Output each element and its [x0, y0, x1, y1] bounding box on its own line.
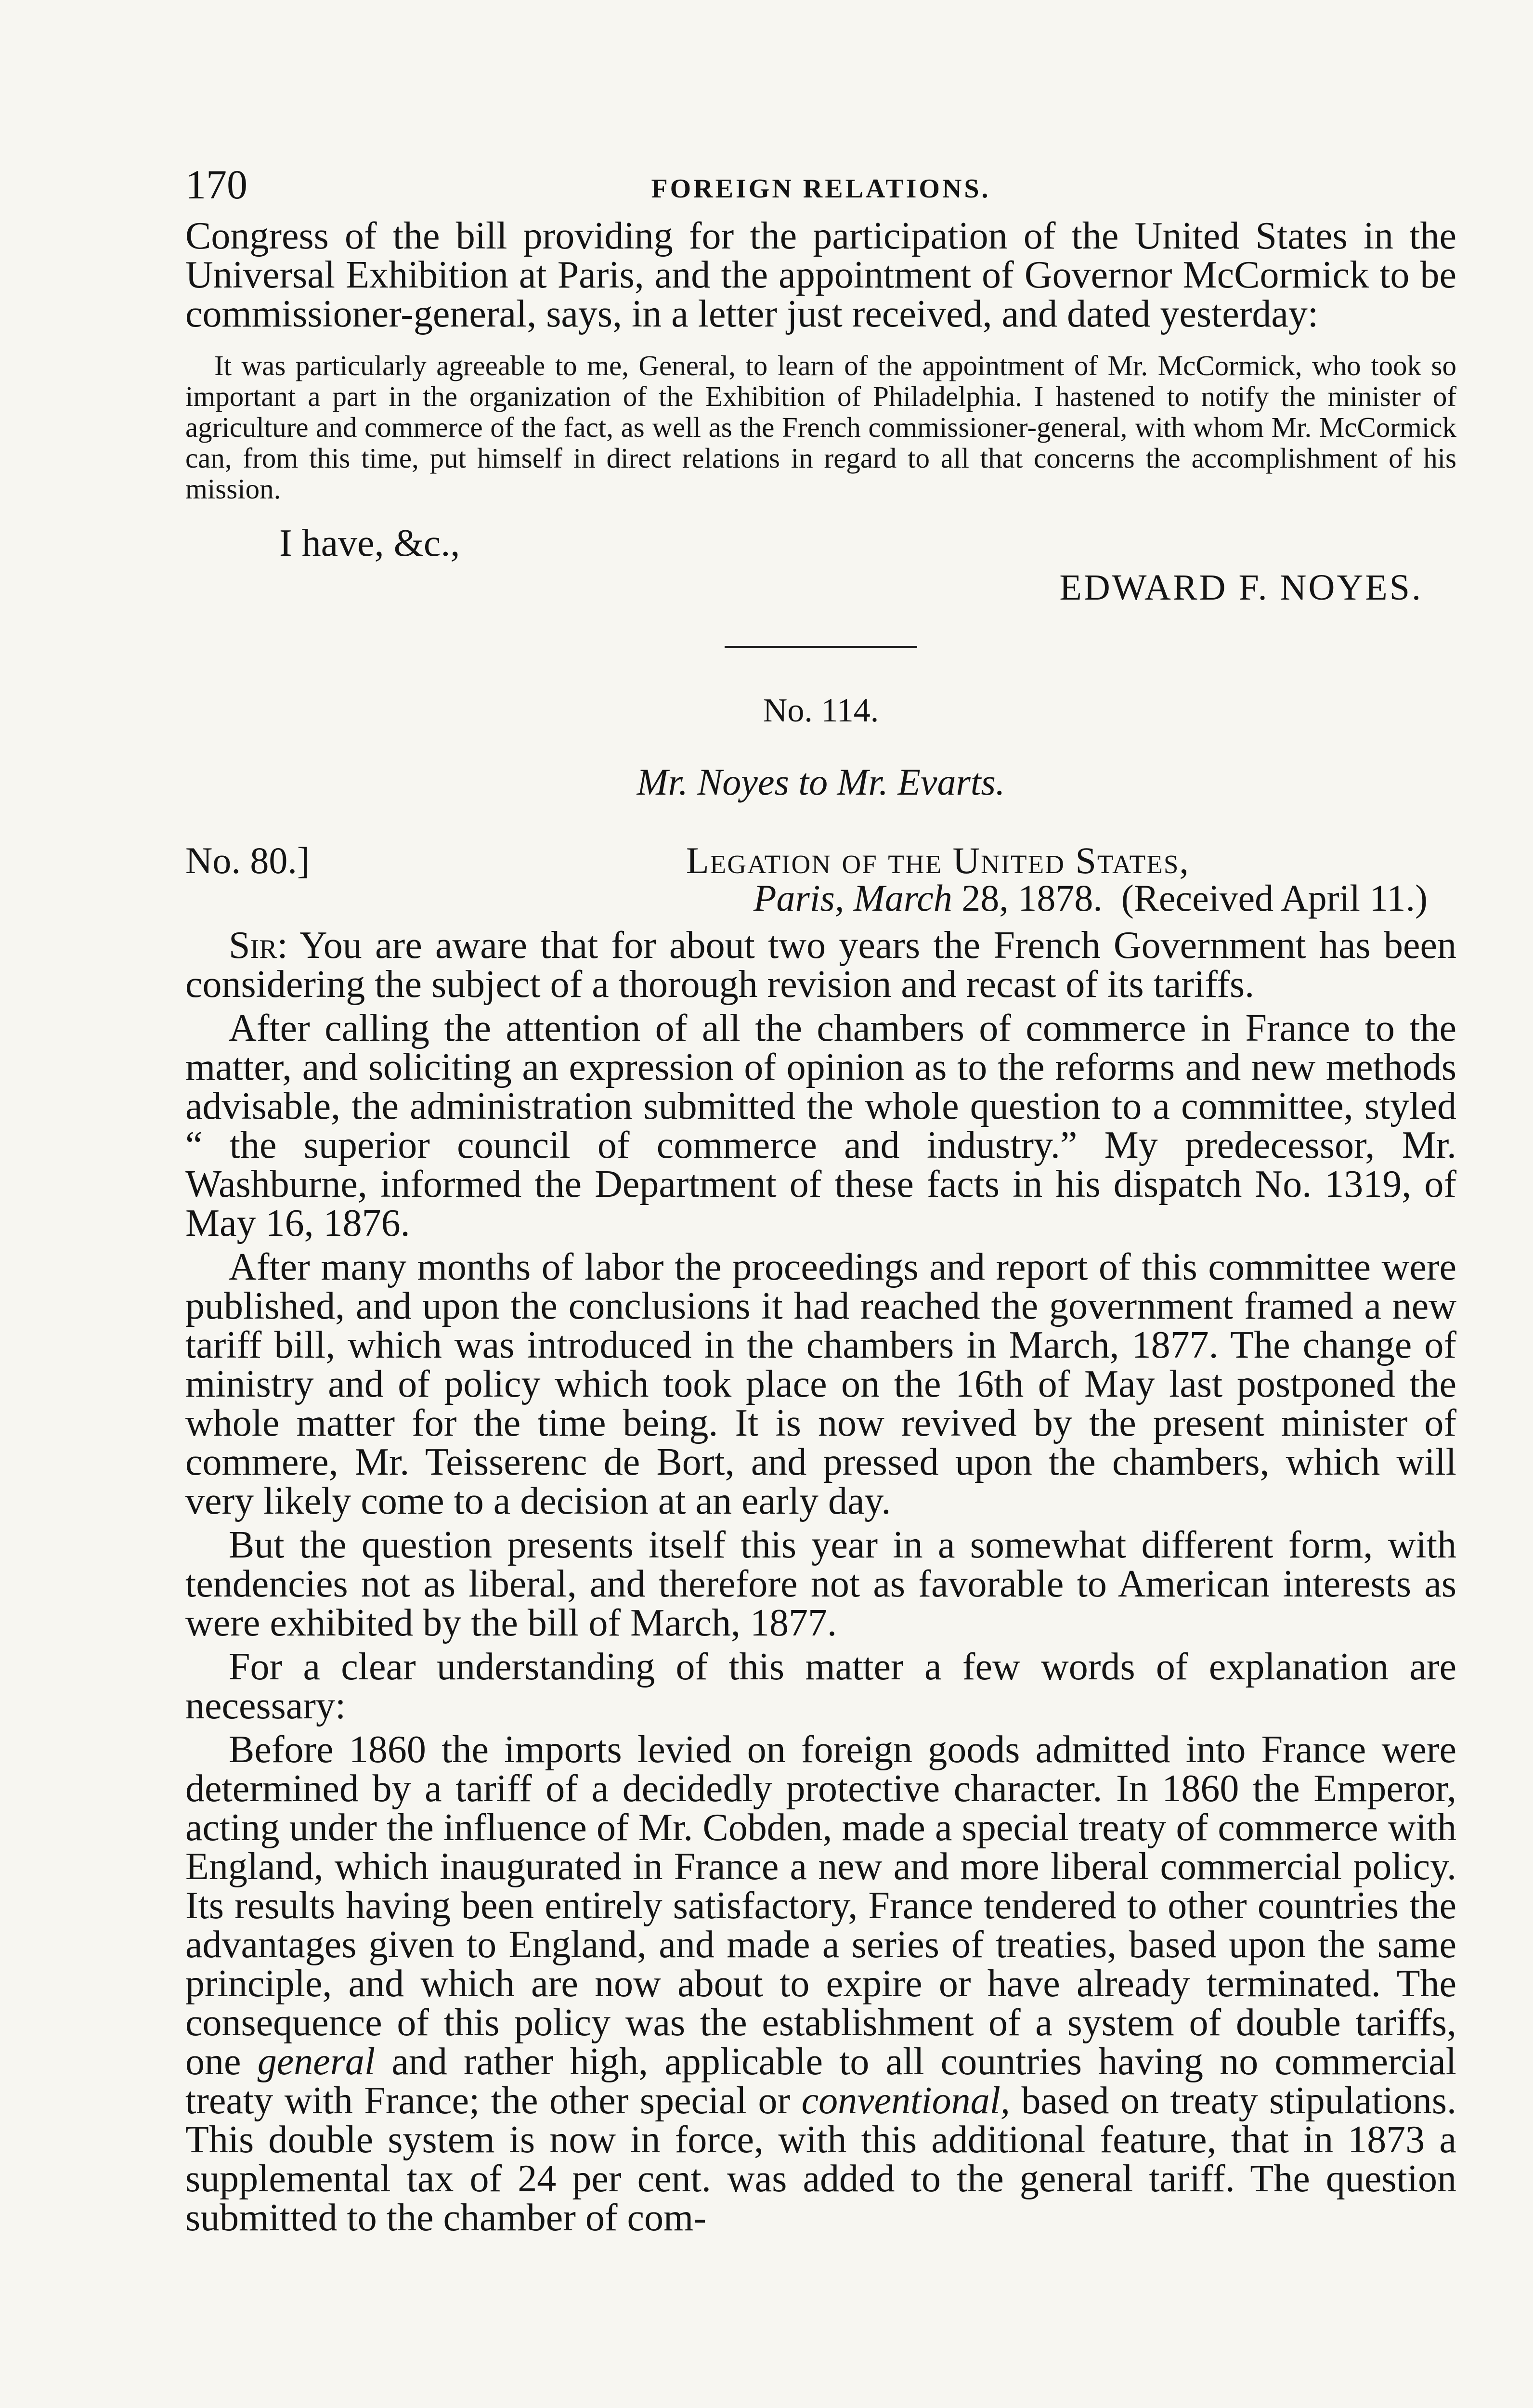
intro-paragraph: Congress of the bill providing for the participation of the United States in the Universal Exhibition at Paris, and the appointment of Governor McCormick to be commissioner-general, says, in a letter just received, and dated yesterday: — [185, 215, 1456, 335]
document-title: Mr. Noyes to Mr. Evarts. — [637, 761, 1005, 803]
body-paragraph-6-part-b: and rather high, applicable to all countries having no commercial treaty with France; the other special or — [185, 2041, 1456, 2122]
dateline — [754, 879, 1428, 917]
body-paragraph-1-text: : You are aware that for about two years the French Government has been considering the subject of a thorough revision and recast of its tariffs. — [185, 924, 1456, 1006]
body-paragraph-2: After calling the attention of all the chambers of commerce in France to the matter, and soliciting an expression of opinion as to the reforms and new methods advisable, the administration submitted the whole question to a committee, styled “ the superior council of commerce and industry.” My predecessor, Mr. Washburne, informed the Department of these facts in his dispatch No. 1319, of May 16, 1876. — [185, 1007, 1456, 1244]
body-paragraph-4: But the question presents itself this year in a somewhat different form, with tendencies not as liberal, and therefore not as favorable to American interests as were exhibited by the bill of March, 1877. — [185, 1524, 1456, 1644]
page-header — [185, 161, 1456, 217]
body-paragraph-6-part-a: Before 1860 the imports levied on foreign goods admitted into France were determined by a tariff of a decidedly protective character. In 1860 the Emperor, acting under the influence of Mr. Cobden, made a special treaty of commerce with England, which inaugurated in France a new and more liberal commercial policy. Its results having been entirely satisfactory, France tendered to other countries the advantages given to England, and made a series of treaties, based upon the same principle, and which are now about to expire or have already terminated. The consequence of this policy was the establishment of a system of double tariffs, one — [185, 1728, 1456, 2083]
closing-line: I have, &c., — [279, 522, 460, 564]
document-number: No. 114. — [763, 692, 879, 729]
dateline-month: March — [853, 877, 952, 919]
document-page — [185, 161, 1456, 2242]
dateline-day-year: 28, 1878. — [952, 877, 1103, 919]
section-divider — [725, 646, 917, 648]
quoted-letter: It was particularly agreeable to me, General, to learn of the appointment of Mr. McCormick, who took so important a part in the organization of the Exhibition of Philadelphia. I hastened to notify the minister of agriculture and commerce of the fact, as well as the French commissioner-general, with whom Mr. McCormick can, from this time, put himself in direct relations in regard to all that concerns the accomplishment of his mission. — [185, 350, 1456, 505]
dispatch-heading — [185, 839, 1456, 926]
term-general: general — [257, 2041, 376, 2083]
legation-word: Legation — [686, 839, 831, 881]
salutation: Sir — [229, 924, 277, 967]
body-paragraph-3: After many months of labor the proceedings and report of this committee were published, and upon the conclusions it had reached the government framed a new tariff bill, which was introduced in the chambers in March, 1877. The change of ministry and of policy which took place on the 16th of May last postponed the whole matter for the time being. It is now revived by the present minister of commere, Mr. Teisserenc de Bort, and pressed upon the chambers, which will very likely come to a decision at an early day. — [185, 1246, 1456, 1522]
received-date: (Received April 11.) — [1121, 877, 1428, 919]
term-conventional: conventional, — [801, 2080, 1010, 2122]
legation-country: United States, — [952, 839, 1190, 881]
legation-of-the: of the — [831, 839, 953, 881]
running-title: FOREIGN RELATIONS. — [651, 174, 991, 204]
body-paragraph-6 — [185, 1730, 1456, 2238]
dispatch-number: No. 80.] — [185, 839, 310, 881]
body-paragraph-6-part-c: based on treaty stipulations. This double system is now in force, with this additional feature, that in 1873 a supplemental tax of 24 per cent. was added to the general tariff. The question submitted to the chamber of com- — [185, 2080, 1456, 2239]
page-number: 170 — [185, 161, 247, 208]
dateline-place: Paris, — [753, 877, 844, 919]
body-paragraph-5: For a clear understanding of this matter a few words of explanation are necessary: — [185, 1646, 1456, 1727]
legation-line — [686, 839, 1190, 881]
signature: EDWARD F. NOYES. — [1059, 567, 1423, 608]
body-paragraph-1 — [185, 926, 1456, 1004]
